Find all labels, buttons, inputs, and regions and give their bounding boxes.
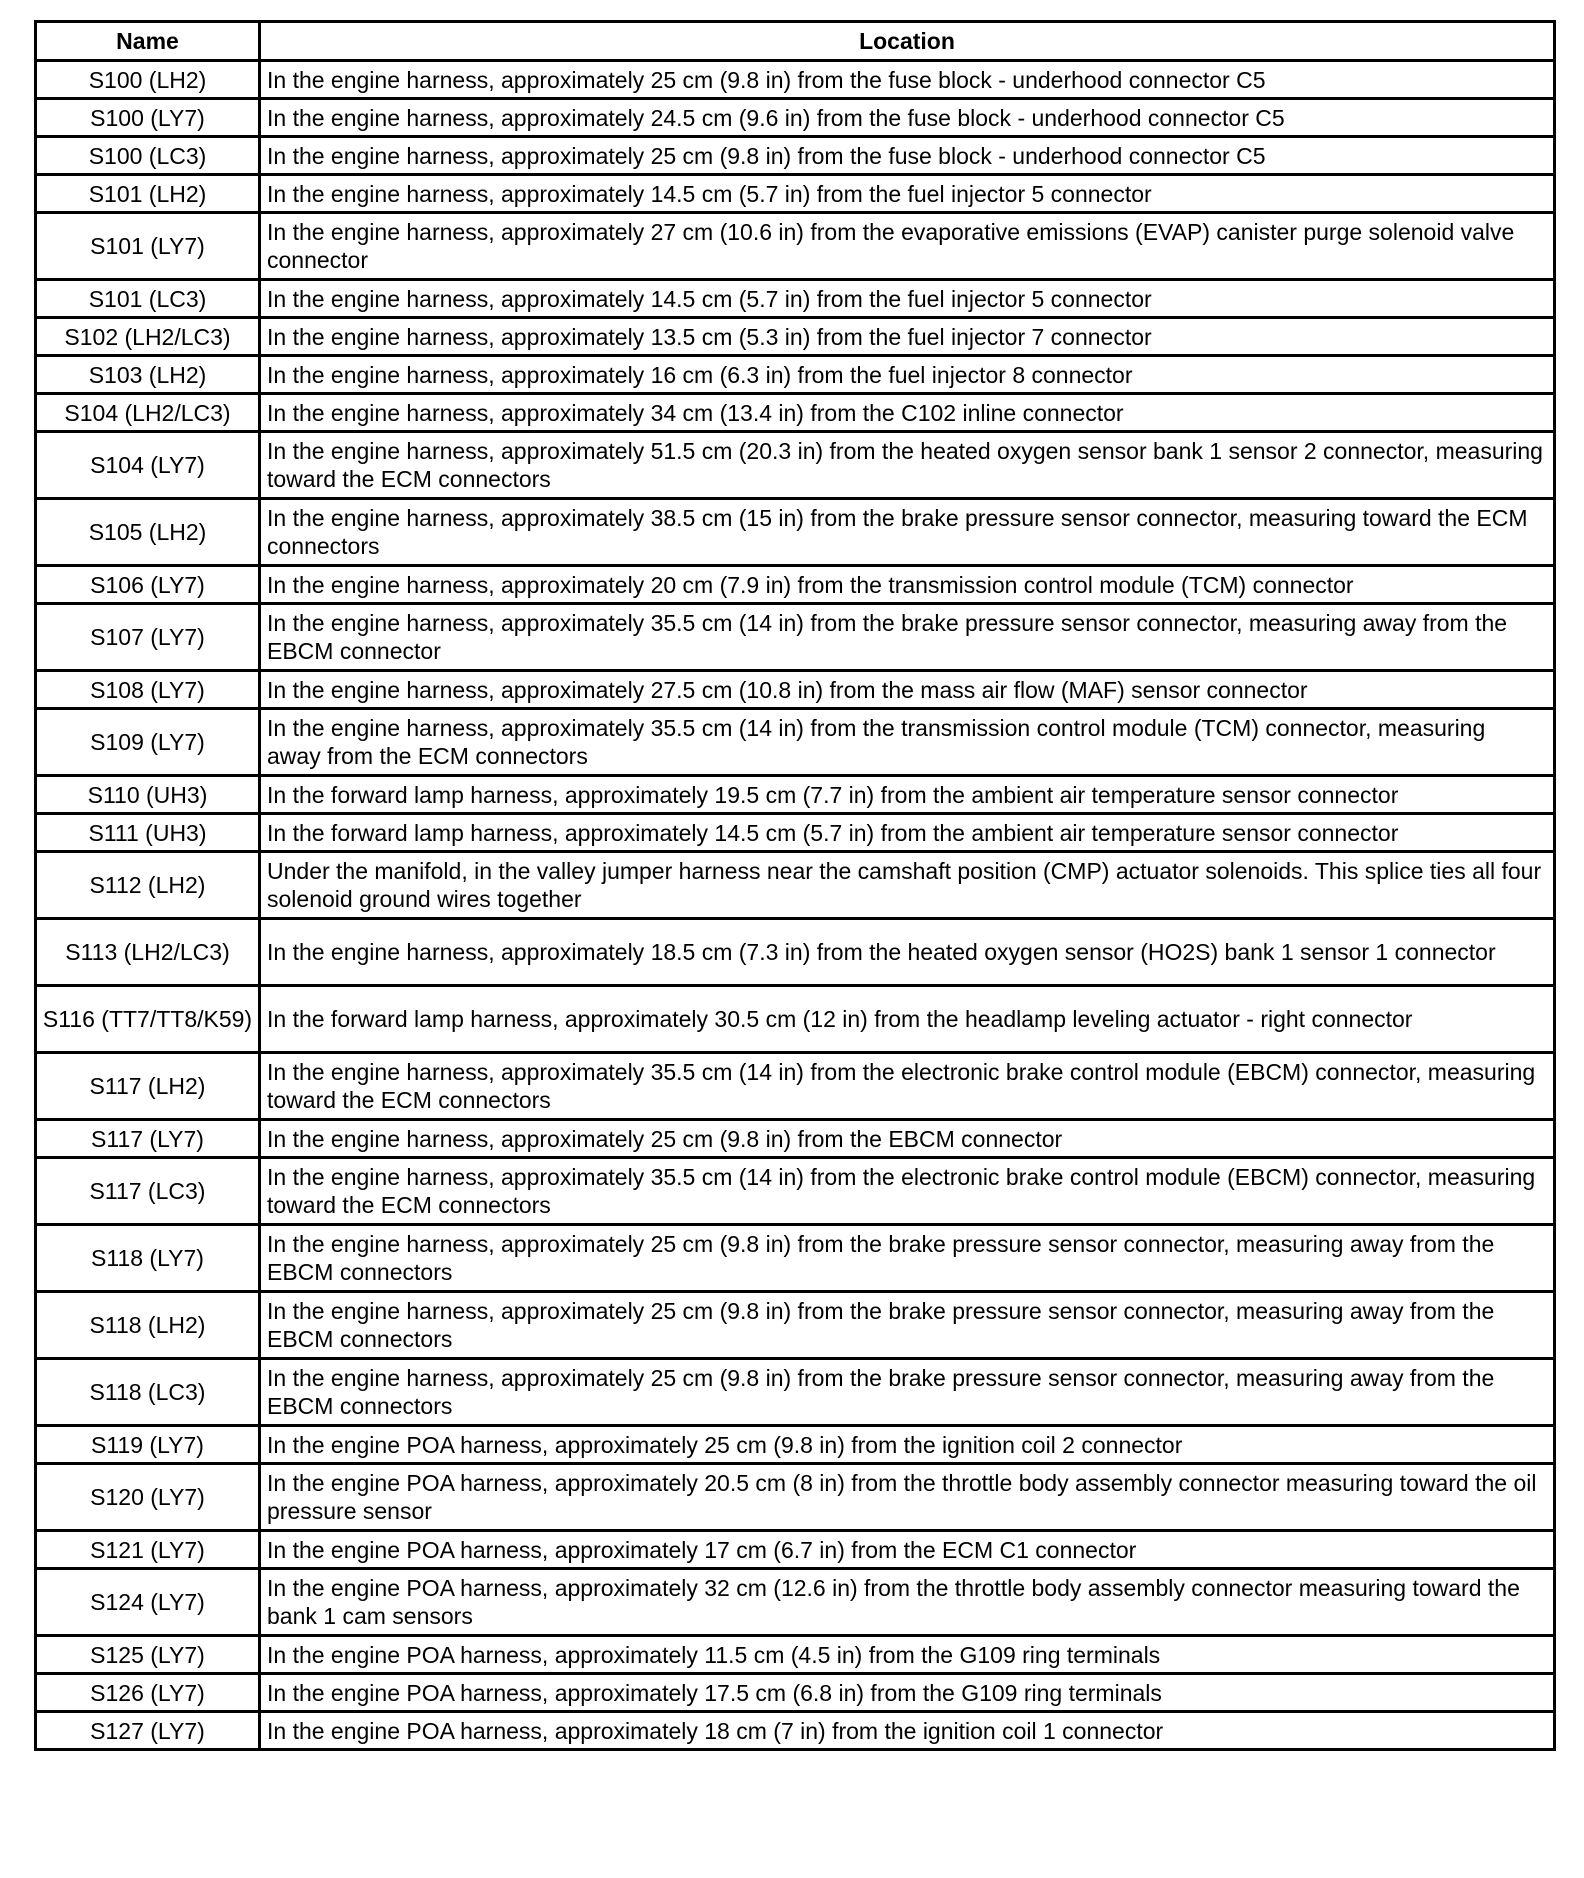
table-row: [36, 318, 1555, 356]
splice-location-cell: In the engine POA harness, approximately 11.5 cm (4.5 in) from the G109 ring terminals: [260, 1636, 1555, 1674]
splice-location-cell: In the engine harness, approximately 25 cm (9.8 in) from the brake pressure sensor connector, measuring away from the EBCM connectors: [260, 1292, 1555, 1359]
table-row: [36, 1225, 1555, 1292]
splice-location-cell: In the engine harness, approximately 35.5 cm (14 in) from the electronic brake control module (EBCM) connector, measuring toward the ECM connectors: [260, 1158, 1555, 1225]
splice-name-cell: S118 (LY7): [36, 1225, 260, 1292]
splice-name-cell: S127 (LY7): [36, 1712, 260, 1750]
splice-name-cell: S119 (LY7): [36, 1426, 260, 1464]
splice-location-table-container: [34, 20, 1553, 1751]
splice-location-cell: In the engine harness, approximately 13.5 cm (5.3 in) from the fuel injector 7 connector: [260, 318, 1555, 356]
splice-location-cell: In the engine POA harness, approximately 17 cm (6.7 in) from the ECM C1 connector: [260, 1531, 1555, 1569]
table-row: [36, 671, 1555, 709]
splice-name-cell: S111 (UH3): [36, 814, 260, 852]
table-row: [36, 356, 1555, 394]
table-row: [36, 1464, 1555, 1531]
splice-location-cell: In the engine POA harness, approximately 25 cm (9.8 in) from the ignition coil 2 connector: [260, 1426, 1555, 1464]
splice-location-cell: Under the manifold, in the valley jumper harness near the camshaft position (CMP) actuator solenoids. This splice ties all four solenoid ground wires together: [260, 852, 1555, 919]
splice-name-cell: S100 (LY7): [36, 99, 260, 137]
splice-name-cell: S104 (LY7): [36, 432, 260, 499]
table-row: [36, 137, 1555, 175]
table-row: [36, 499, 1555, 566]
table-row: [36, 213, 1555, 280]
splice-location-cell: In the forward lamp harness, approximately 30.5 cm (12 in) from the headlamp leveling actuator - right connector: [260, 986, 1555, 1053]
splice-name-cell: S103 (LH2): [36, 356, 260, 394]
splice-location-cell: In the engine harness, approximately 14.5 cm (5.7 in) from the fuel injector 5 connector: [260, 175, 1555, 213]
splice-name-cell: S101 (LY7): [36, 213, 260, 280]
table-row: [36, 1712, 1555, 1750]
splice-name-cell: S109 (LY7): [36, 709, 260, 776]
header-row: [36, 22, 1555, 61]
splice-name-cell: S105 (LH2): [36, 499, 260, 566]
splice-name-cell: S108 (LY7): [36, 671, 260, 709]
splice-name-cell: S124 (LY7): [36, 1569, 260, 1636]
splice-location-cell: In the engine POA harness, approximately 18 cm (7 in) from the ignition coil 1 connector: [260, 1712, 1555, 1750]
splice-location-cell: In the engine harness, approximately 27 cm (10.6 in) from the evaporative emissions (EVAP) canister purge solenoid valve connector: [260, 213, 1555, 280]
table-row: [36, 1053, 1555, 1120]
table-row: [36, 1359, 1555, 1426]
table-row: [36, 1120, 1555, 1158]
splice-location-cell: In the engine harness, approximately 18.5 cm (7.3 in) from the heated oxygen sensor (HO2S) bank 1 sensor 1 connector: [260, 919, 1555, 986]
splice-name-cell: S121 (LY7): [36, 1531, 260, 1569]
table-row: [36, 99, 1555, 137]
splice-name-cell: S117 (LC3): [36, 1158, 260, 1225]
splice-name-cell: S126 (LY7): [36, 1674, 260, 1712]
splice-location-cell: In the engine harness, approximately 35.5 cm (14 in) from the transmission control module (TCM) connector, measuring away from the ECM connectors: [260, 709, 1555, 776]
splice-name-cell: S101 (LH2): [36, 175, 260, 213]
table-body: [36, 61, 1555, 1750]
table-row: [36, 566, 1555, 604]
splice-name-cell: S112 (LH2): [36, 852, 260, 919]
table-row: [36, 1531, 1555, 1569]
table-row: [36, 814, 1555, 852]
splice-name-cell: S118 (LC3): [36, 1359, 260, 1426]
splice-name-cell: S125 (LY7): [36, 1636, 260, 1674]
splice-location-cell: In the engine harness, approximately 24.5 cm (9.6 in) from the fuse block - underhood connector C5: [260, 99, 1555, 137]
table-row: [36, 919, 1555, 986]
splice-location-cell: In the engine POA harness, approximately 17.5 cm (6.8 in) from the G109 ring terminals: [260, 1674, 1555, 1712]
splice-location-cell: In the engine harness, approximately 25 cm (9.8 in) from the brake pressure sensor connector, measuring away from the EBCM connectors: [260, 1225, 1555, 1292]
splice-name-cell: S118 (LH2): [36, 1292, 260, 1359]
splice-location-cell: In the engine harness, approximately 14.5 cm (5.7 in) from the fuel injector 5 connector: [260, 280, 1555, 318]
table-row: [36, 280, 1555, 318]
splice-location-cell: In the forward lamp harness, approximately 14.5 cm (5.7 in) from the ambient air temperature sensor connector: [260, 814, 1555, 852]
table-row: [36, 852, 1555, 919]
splice-location-cell: In the engine harness, approximately 34 cm (13.4 in) from the C102 inline connector: [260, 394, 1555, 432]
table-row: [36, 175, 1555, 213]
splice-name-cell: S113 (LH2/LC3): [36, 919, 260, 986]
splice-location-cell: In the engine harness, approximately 35.5 cm (14 in) from the electronic brake control module (EBCM) connector, measuring toward the ECM connectors: [260, 1053, 1555, 1120]
splice-location-cell: In the engine harness, approximately 25 cm (9.8 in) from the fuse block - underhood connector C5: [260, 61, 1555, 99]
splice-location-cell: In the engine harness, approximately 35.5 cm (14 in) from the brake pressure sensor connector, measuring away from the EBCM connector: [260, 604, 1555, 671]
table-row: [36, 986, 1555, 1053]
splice-location-cell: In the engine harness, approximately 51.5 cm (20.3 in) from the heated oxygen sensor bank 1 sensor 2 connector, measuring toward the ECM connectors: [260, 432, 1555, 499]
splice-name-cell: S107 (LY7): [36, 604, 260, 671]
splice-location-cell: In the forward lamp harness, approximately 19.5 cm (7.7 in) from the ambient air temperature sensor connector: [260, 776, 1555, 814]
table-row: [36, 1569, 1555, 1636]
table-row: [36, 1674, 1555, 1712]
table-header: [36, 22, 1555, 61]
splice-location-table: [34, 20, 1556, 1751]
table-row: [36, 1158, 1555, 1225]
column-header-name: Name: [36, 22, 260, 61]
splice-name-cell: S104 (LH2/LC3): [36, 394, 260, 432]
table-row: [36, 1292, 1555, 1359]
splice-name-cell: S100 (LC3): [36, 137, 260, 175]
table-row: [36, 1426, 1555, 1464]
table-row: [36, 394, 1555, 432]
splice-name-cell: S120 (LY7): [36, 1464, 260, 1531]
table-row: [36, 709, 1555, 776]
splice-location-cell: In the engine harness, approximately 20 cm (7.9 in) from the transmission control module (TCM) connector: [260, 566, 1555, 604]
splice-name-cell: S110 (UH3): [36, 776, 260, 814]
table-row: [36, 432, 1555, 499]
splice-location-cell: In the engine harness, approximately 16 cm (6.3 in) from the fuel injector 8 connector: [260, 356, 1555, 394]
column-header-location: Location: [260, 22, 1555, 61]
splice-location-cell: In the engine harness, approximately 38.5 cm (15 in) from the brake pressure sensor connector, measuring toward the ECM connectors: [260, 499, 1555, 566]
table-row: [36, 61, 1555, 99]
splice-name-cell: S117 (LH2): [36, 1053, 260, 1120]
splice-name-cell: S116 (TT7/TT8/K59): [36, 986, 260, 1053]
splice-name-cell: S117 (LY7): [36, 1120, 260, 1158]
splice-location-cell: In the engine POA harness, approximately 20.5 cm (8 in) from the throttle body assembly connector measuring toward the oil pressure sensor: [260, 1464, 1555, 1531]
splice-name-cell: S101 (LC3): [36, 280, 260, 318]
splice-location-cell: In the engine harness, approximately 25 cm (9.8 in) from the EBCM connector: [260, 1120, 1555, 1158]
table-row: [36, 604, 1555, 671]
splice-location-cell: In the engine harness, approximately 27.5 cm (10.8 in) from the mass air flow (MAF) sensor connector: [260, 671, 1555, 709]
splice-name-cell: S100 (LH2): [36, 61, 260, 99]
table-row: [36, 776, 1555, 814]
splice-name-cell: S106 (LY7): [36, 566, 260, 604]
table-row: [36, 1636, 1555, 1674]
splice-location-cell: In the engine POA harness, approximately 32 cm (12.6 in) from the throttle body assembly connector measuring toward the bank 1 cam sensors: [260, 1569, 1555, 1636]
splice-location-cell: In the engine harness, approximately 25 cm (9.8 in) from the brake pressure sensor connector, measuring away from the EBCM connectors: [260, 1359, 1555, 1426]
splice-name-cell: S102 (LH2/LC3): [36, 318, 260, 356]
splice-location-cell: In the engine harness, approximately 25 cm (9.8 in) from the fuse block - underhood connector C5: [260, 137, 1555, 175]
